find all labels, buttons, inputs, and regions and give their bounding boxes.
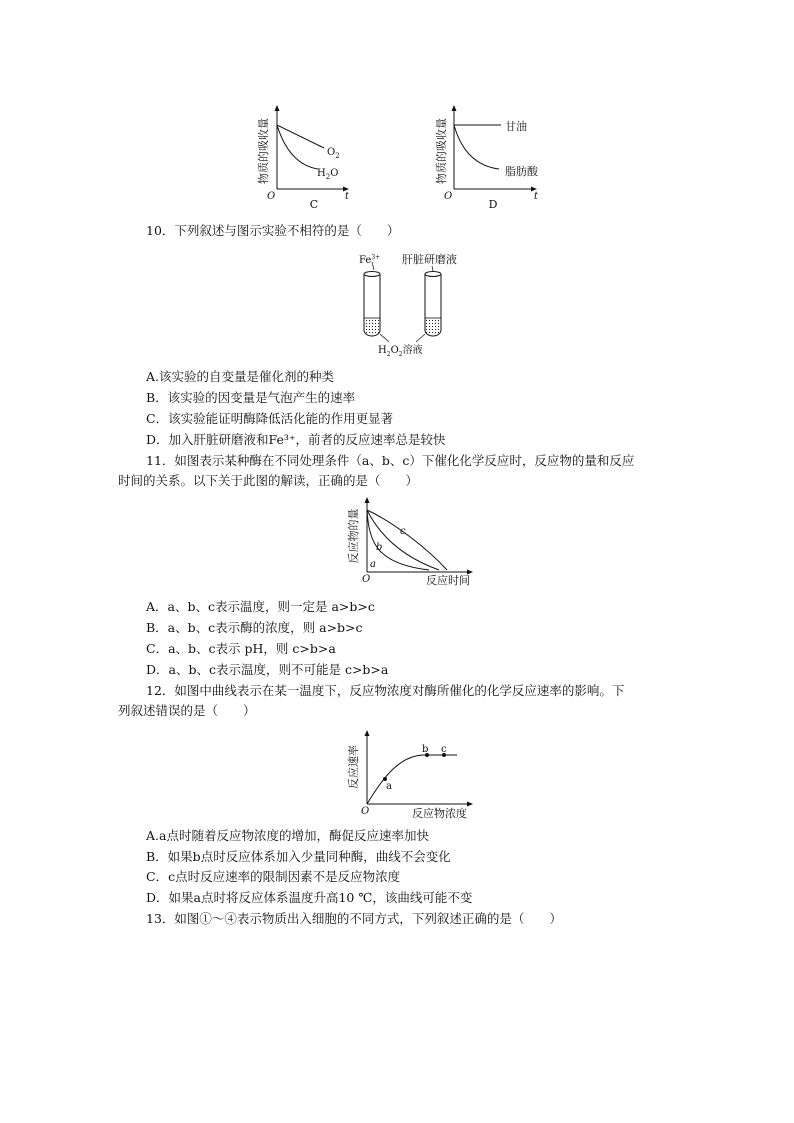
q11-option-d: D．a、b、c表示温度，则不可能是 c>b>a xyxy=(146,662,389,677)
q12-option-c: C．c点时反应速率的限制因素不是反应物浓度 xyxy=(146,869,401,884)
q11-option-c: C．a、b、c表示 pH，则 c>b>a xyxy=(146,641,336,656)
point-b-label: b xyxy=(422,744,429,755)
q12-figure xyxy=(345,729,480,821)
test-tube-left xyxy=(364,272,380,337)
fatty-acid-curve xyxy=(454,125,499,169)
figure-c xyxy=(255,105,355,210)
q11-option-b: B．a、b、c表示酶的浓度，则 a>b>c xyxy=(146,620,363,635)
q11-option-a: A．a、b、c表示温度，则一定是 a>b>c xyxy=(146,599,375,614)
q12-option-a: A.a点时随着反应物浓度的增加，酶促反应速率加快 xyxy=(146,828,429,843)
h2o-label: $H_2O$ xyxy=(317,168,339,181)
figure-c-origin: O xyxy=(267,191,276,202)
figure-d-origin: O xyxy=(444,191,453,202)
curve-a xyxy=(367,510,429,570)
q12-ylabel: 反应速率 xyxy=(347,745,360,789)
q13-stem: 13．如图①～④表示物质出入细胞的不同方式，下列叙述正确的是（ ） xyxy=(146,911,562,926)
q10-figure xyxy=(356,250,466,358)
curve-c xyxy=(367,510,447,570)
q10-option-d: D．加入肝脏研磨液和Fe³⁺，前者的反应速率总是较快 xyxy=(146,432,446,447)
figure-c-xaxis: t xyxy=(345,191,350,202)
liver-extract-label: 肝脏研磨液 xyxy=(402,253,457,266)
figure-d-ylabel: 物质的吸收量 xyxy=(435,118,448,184)
h2o-curve xyxy=(277,125,318,169)
q12-stem-line2: 列叙述错误的是（ ） xyxy=(118,703,256,718)
o2-curve xyxy=(277,125,324,148)
figure-c-caption: C xyxy=(309,198,319,211)
q10-option-a: A.该实验的自变量是催化剂的种类 xyxy=(146,369,335,384)
q10-option-c: C．该实验能证明酶降低活化能的作用更显著 xyxy=(146,411,394,426)
q12-option-d: D．如果a点时将反应体系温度升高10 ℃，该曲线可能不变 xyxy=(146,890,473,905)
glycerol-label: 甘油 xyxy=(505,120,527,133)
q11-origin: O xyxy=(362,574,371,585)
q12-option-b: B．如果b点时反应体系加入少量同种酶，曲线不会变化 xyxy=(146,849,451,864)
curve-a-label: a xyxy=(370,559,376,570)
fe3-label: $Fe^{3+}$ xyxy=(359,254,381,266)
q11-stem-line2: 时间的关系。以下关于此图的解读，正确的是（ ） xyxy=(118,473,419,488)
q10-option-b: B．该实验的因变量是气泡产生的速率 xyxy=(146,390,356,405)
q11-xlabel: 反应时间 xyxy=(426,574,470,587)
q12-xlabel: 反应物浓度 xyxy=(412,807,467,820)
figure-d-caption: D xyxy=(488,198,498,211)
curve-b-label: b xyxy=(376,542,383,553)
q11-stem-line1: 11．如图表示某种酶在不同处理条件（a、b、c）下催化化学反应时，反应物的量和反应 xyxy=(146,453,635,468)
q11-figure xyxy=(345,496,480,588)
figure-c-ylabel: 物质的吸收量 xyxy=(257,118,270,184)
rate-curve xyxy=(367,755,457,804)
q12-origin: O xyxy=(361,806,370,817)
figure-d-xaxis: t xyxy=(534,191,539,202)
q11-ylabel: 反应物的量 xyxy=(347,508,360,564)
point-c-label: c xyxy=(441,744,447,755)
curve-b xyxy=(367,510,439,570)
h2o2-label: $H_2O_2$溶液 xyxy=(378,345,423,358)
q10-stem: 10．下列叙述与图示实验不相符的是（ ） xyxy=(146,223,400,238)
test-tube-right xyxy=(425,272,441,337)
curve-c-label: c xyxy=(400,526,406,537)
q12-stem-line1: 12．如图中曲线表示在某一温度下，反应物浓度对酶所催化的化学反应速率的影响。下 xyxy=(146,683,625,698)
fatty-acid-label: 脂肪酸 xyxy=(505,165,538,178)
figure-d xyxy=(433,105,548,210)
o2-label: $O_2$ xyxy=(327,147,340,160)
point-a-label: a xyxy=(386,781,392,792)
